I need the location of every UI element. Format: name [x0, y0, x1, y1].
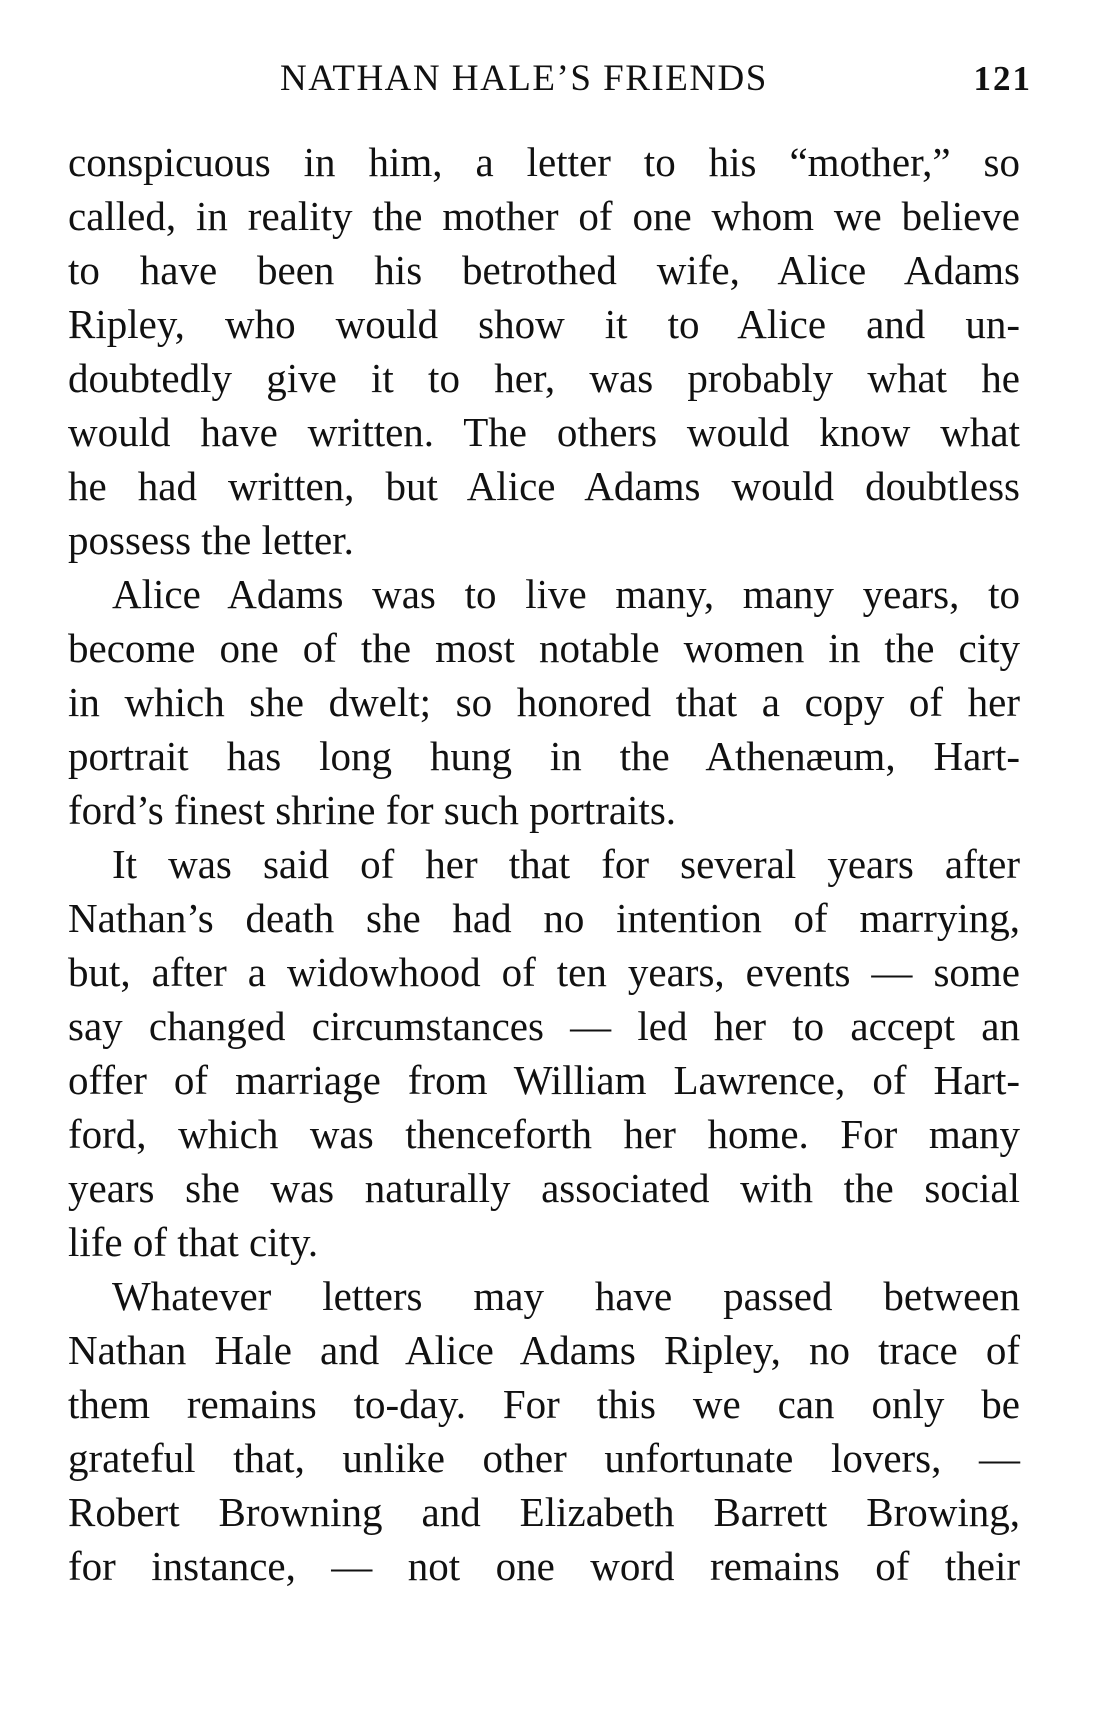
text-line: he had written, but Alice Adams would doubtless [68, 463, 1020, 509]
text-line: Nathan’s death she had no intention of marrying, [68, 895, 1020, 941]
text-line: It was said of her that for several years after [112, 841, 1020, 887]
text-line: conspicuous in him, a letter to his “mother,” so [68, 139, 1020, 185]
text-line: life of that city. [68, 1219, 319, 1265]
text-line: called, in reality the mother of one whom we believe [68, 193, 1020, 239]
text-line: doubtedly give it to her, was probably what he [68, 355, 1020, 401]
text-line: them remains to-day. For this we can only be [68, 1381, 1020, 1427]
text-line: Whatever letters may have passed between [112, 1273, 1020, 1319]
text-line: say changed circumstances — led her to accept an [68, 1003, 1020, 1049]
text-line: become one of the most notable women in the city [68, 625, 1020, 671]
text-line: portrait has long hung in the Athenæum, Hart- [68, 733, 1020, 779]
text-line: would have written. The others would know what [68, 409, 1020, 455]
text-line: Nathan Hale and Alice Adams Ripley, no trace of [68, 1327, 1020, 1373]
text-line: ford, which was thenceforth her home. For many [68, 1111, 1020, 1157]
text-line: in which she dwelt; so honored that a copy of her [68, 679, 1020, 725]
paragraph-hale-letter [68, 135, 1020, 567]
text-line: for instance, — not one word remains of their [68, 1543, 1020, 1589]
text-line: grateful that, unlike other unfortunate lovers, — [68, 1435, 1020, 1481]
text-line: Alice Adams was to live many, many years, to [112, 571, 1020, 617]
text-line: years she was naturally associated with the social [68, 1165, 1020, 1211]
text-line: offer of marriage from William Lawrence, of Hart- [68, 1057, 1020, 1103]
paragraph-marriage [68, 837, 1020, 1269]
page-number: 121 [973, 59, 1032, 98]
paragraph-alice-adams [68, 567, 1020, 837]
text-line: possess the letter. [68, 517, 354, 563]
text-line: ford’s finest shrine for such portraits. [68, 787, 677, 833]
text-line: Ripley, who would show it to Alice and un- [68, 301, 1020, 347]
paragraph-letters [68, 1269, 1020, 1593]
body-text [68, 135, 1020, 1593]
text-line: Robert Browning and Elizabeth Barrett Browing, [68, 1489, 1020, 1535]
text-line: but, after a widowhood of ten years, events — some [68, 949, 1020, 995]
running-head [62, 54, 1032, 104]
text-line: to have been his betrothed wife, Alice Adams [68, 247, 1020, 293]
running-title: NATHAN HALE’S FRIENDS [280, 58, 768, 99]
